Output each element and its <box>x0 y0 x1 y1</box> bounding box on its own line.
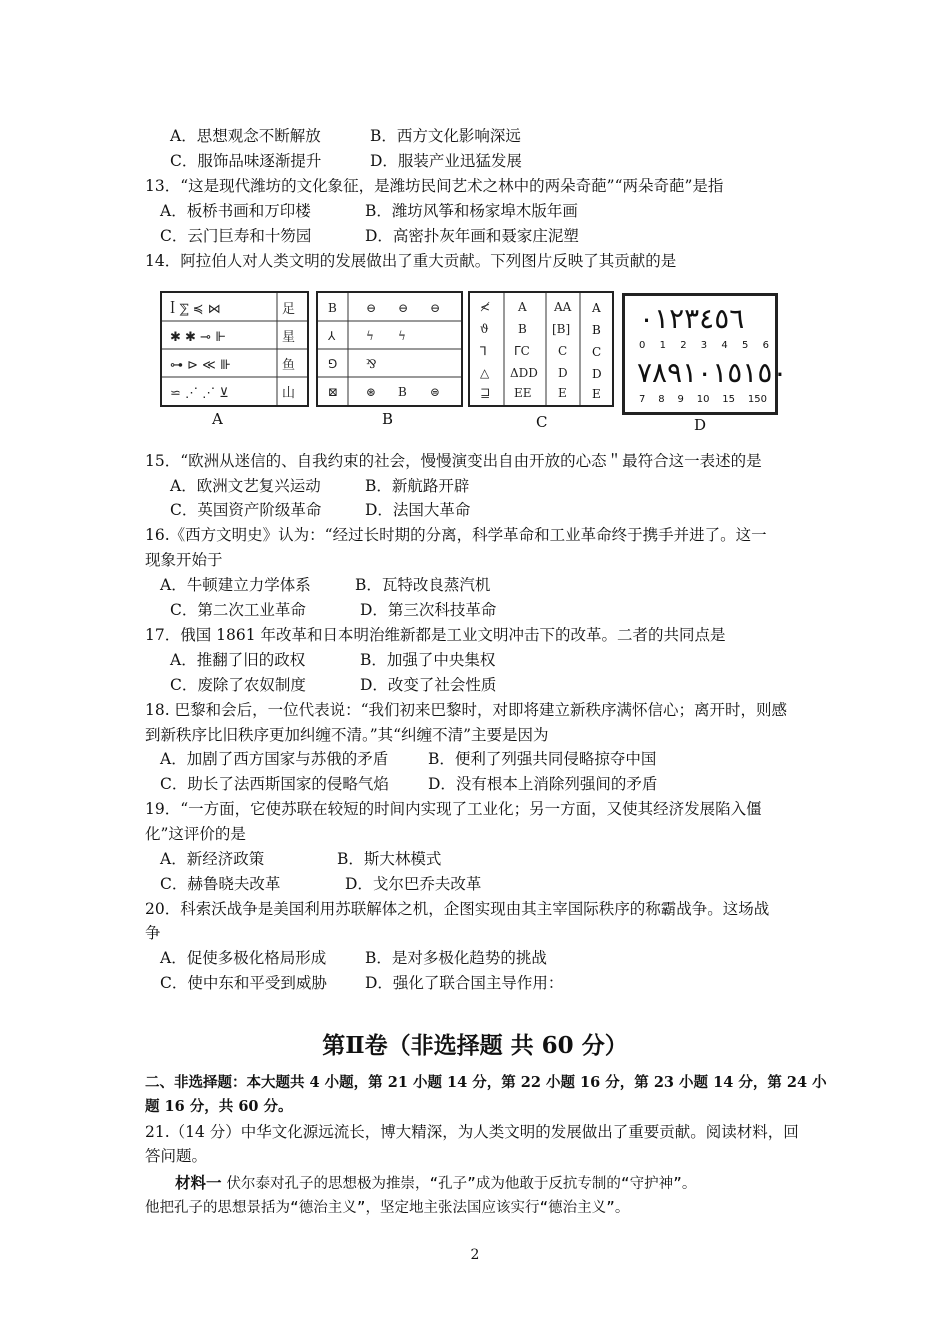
q18-option-c: C．助长了法西斯国家的侵略气焰 <box>160 775 389 793</box>
num-3: 3 <box>700 340 708 351</box>
q20-option-d: D．强化了联合国主导作用： <box>365 974 564 992</box>
svg-text:C: C <box>558 344 568 358</box>
svg-text:⅂: ⅂ <box>480 344 487 358</box>
svg-text:⅄: ⅄ <box>328 329 336 343</box>
q14-figure-panel-b <box>316 291 463 407</box>
q17-stem: 17．俄国 1861 年改革和日本明治维新都是工业文明冲击下的改革。二者的共同点是 <box>145 626 726 644</box>
svg-text:ϟ: ϟ <box>366 329 374 343</box>
q16-option-c: C．第二次工业革命 <box>170 601 306 619</box>
q12-option-c: C．服饰品味逐渐提升 <box>170 152 322 170</box>
material1-text: 伏尔泰对孔子的思想极为推崇，“孔子”成为他敢于反抗专制的“守护神”。 <box>226 1176 697 1192</box>
svg-text:✱ ✱ ⊸ ⊩: ✱ ✱ ⊸ ⊩ <box>170 330 227 345</box>
svg-text:⊒: ⊒ <box>480 386 491 400</box>
section2-instructions-line2: 题 16 分，共 60 分。 <box>145 1098 293 1115</box>
panel-c-letter-b: B <box>592 323 601 337</box>
svg-text:D: D <box>558 366 568 380</box>
q20-stem-line2: 争 <box>145 924 161 942</box>
q20-stem-line1: 20．科索沃战争是美国利用苏联解体之机，企图实现由其主宰国际秩序的称霸战争。这场战 <box>145 900 770 918</box>
panel-d-top-numbers <box>639 340 769 351</box>
q18-option-d: D．没有根本上消除列强间的矛盾 <box>428 775 658 793</box>
q14-figure-panel-c <box>468 291 614 407</box>
svg-text:⅁: ⅁ <box>328 357 338 371</box>
q14-stem: 14．阿拉伯人对人类文明的发展做出了重大贡献。下列图片反映了其贡献的是 <box>145 252 677 270</box>
num-0: 0 <box>639 340 646 351</box>
q15-option-c: C．英国资产阶级革命 <box>170 501 322 519</box>
q20-option-b: B．是对多极化趋势的挑战 <box>365 949 547 967</box>
svg-text:足: 足 <box>282 302 296 317</box>
num-7: 7 <box>639 394 646 405</box>
q21-stem-line1: 21.（14 分）中华文化源远流长，博大精深，为人类文明的发展做出了重要贡献。阅读材料，回 <box>145 1123 799 1141</box>
q19-option-d: D．戈尔巴乔夫改革 <box>345 875 482 893</box>
svg-text:[B]: [B] <box>552 322 571 336</box>
q20-option-a: A．促使多极化格局形成 <box>160 949 327 967</box>
panel-d-bottom-numbers <box>639 394 767 405</box>
panel-c-letter-e: E <box>592 387 601 401</box>
section2-title: 第Ⅱ卷（非选择题 共 60 分） <box>322 1032 628 1059</box>
q16-stem-line2: 现象开始于 <box>145 551 223 569</box>
svg-text:星: 星 <box>282 330 296 345</box>
svg-text:ΔDD: ΔDD <box>510 366 538 380</box>
q16-option-b: B．瓦特改良蒸汽机 <box>355 576 491 594</box>
alphabet-evolution-image <box>470 293 612 405</box>
q18-option-a: A．加剧了西方国家与苏俄的矛盾 <box>160 750 389 768</box>
q16-option-a: A．牛顿建立力学体系 <box>160 576 311 594</box>
q14-figure-label-b: B <box>382 410 394 428</box>
arabic-numerals-top: ٠١٢٣٤٥٦ <box>639 302 745 335</box>
num-4: 4 <box>721 340 728 351</box>
q16-option-d: D．第三次科技革命 <box>360 601 497 619</box>
panel-c-letter-c: C <box>592 345 602 359</box>
q17-option-b: B．加强了中央集权 <box>360 651 496 669</box>
svg-text:B: B <box>398 385 407 399</box>
q19-option-b: B．斯大林模式 <box>337 850 442 868</box>
q14-figure-panel-a <box>160 291 309 407</box>
q15-option-d: D．法国大革命 <box>365 501 471 519</box>
q20-option-c: C．使中东和平受到威胁 <box>160 974 327 992</box>
panel-c-letter-d: D <box>592 367 602 381</box>
num-2: 2 <box>680 340 687 351</box>
q14-figure-label-d: D <box>694 416 707 434</box>
num-6: 6 <box>762 340 769 351</box>
page-number: 2 <box>470 1247 480 1263</box>
q19-stem-line2: 化”这评价的是 <box>145 825 246 843</box>
section2-instructions-line1: 二、非选择题：本大题共 4 小题，第 21 小题 14 分，第 22 小题 16 分，第 23 小题 14 分，第 24 小 <box>145 1074 827 1091</box>
q12-option-a: A．思想观念不断解放 <box>170 127 321 145</box>
svg-text:B: B <box>518 322 527 336</box>
num-15: 15 <box>722 394 736 405</box>
q21-material1-line2: 他把孔子的思想景括为“德治主义”，坚定地主张法国应该实行“德治主义”。 <box>145 1200 630 1216</box>
svg-text:EE: EE <box>514 386 532 400</box>
svg-text:ᒥC: ᒥC <box>514 344 530 358</box>
q14-figure-label-c: C <box>536 413 548 431</box>
svg-text:⅋: ⅋ <box>366 357 377 371</box>
q16-stem-line1: 16.《西方文明史》认为：“经过长时期的分离，科学革命和工业革命终于携手并进了。这一 <box>145 526 767 544</box>
q18-stem-line2: 到新秩序比旧秩序更加纠缠不清。”其“纠缠不清”主要是因为 <box>145 726 549 744</box>
q21-stem-line2: 答问题。 <box>145 1147 208 1165</box>
q12-option-b: B．西方文化影响深远 <box>370 127 521 145</box>
q12-option-d: D．服装产业迅猛发展 <box>370 152 522 170</box>
q13-option-a: A．板桥书画和万印楼 <box>160 202 311 220</box>
num-8: 8 <box>658 394 665 405</box>
q19-stem-line1: 19．“一方面，它使苏联在较短的时间内实现了工业化；另一方面，又使其经济发展陷入僵 <box>145 800 762 818</box>
svg-text:⊖: ⊖ <box>430 301 441 315</box>
svg-text:ꟾ ⅀ ≼ ⋈: ꟾ ⅀ ≼ ⋈ <box>170 302 221 317</box>
arabic-numerals-bottom: ٧٨٩١٠١٥١٥٠ <box>637 356 788 389</box>
svg-text:⊖: ⊖ <box>398 301 409 315</box>
svg-text:鱼: 鱼 <box>282 358 296 373</box>
svg-text:⊛: ⊛ <box>366 385 377 399</box>
num-150: 150 <box>747 394 767 405</box>
q15-option-a: A．欧洲文艺复兴运动 <box>170 477 321 495</box>
svg-text:B: B <box>328 301 337 315</box>
svg-text:⊶ ⊳ ≪ ⊪: ⊶ ⊳ ≪ ⊪ <box>170 358 232 373</box>
q14-figure-panel-d <box>622 293 788 415</box>
q17-option-c: C．废除了农奴制度 <box>170 676 306 694</box>
svg-text:⊜: ⊜ <box>430 385 441 399</box>
q17-option-d: D．改变了社会性质 <box>360 676 497 694</box>
svg-text:⊖: ⊖ <box>366 301 377 315</box>
q13-stem: 13．“这是现代潍坊的文化象征，是潍坊民间艺术之林中的两朵奇葩”“两朵奇葩”是指 <box>145 177 724 195</box>
svg-text:ϟ: ϟ <box>398 329 406 343</box>
svg-text:E: E <box>558 386 567 400</box>
num-9: 9 <box>677 394 684 405</box>
q13-option-b: B．潍坊风筝和杨家埠木版年画 <box>365 202 578 220</box>
svg-text:ϑ: ϑ <box>480 322 489 336</box>
svg-text:△: △ <box>480 366 490 380</box>
q15-stem: 15．“欧洲从迷信的、自我约束的社会，慢慢演变出自由开放的心态＂最符合这一表述的是 <box>145 452 762 470</box>
q21-material1-line1 <box>175 1173 696 1194</box>
hieroglyph-table-image <box>318 293 461 405</box>
q19-option-a: A．新经济政策 <box>160 850 265 868</box>
num-5: 5 <box>741 340 749 351</box>
q18-stem-line1: 18. 巴黎和会后，一位代表说：“我们初来巴黎时，对即将建立新秩序满怀信心；离开时，则感 <box>145 701 788 719</box>
q14-figure-label-a: A <box>212 410 223 428</box>
svg-text:AA: AA <box>554 300 572 314</box>
num-10: 10 <box>696 394 710 405</box>
q13-option-d: D．高密扑灰年画和聂家庄泥塑 <box>365 227 579 245</box>
svg-text:≮: ≮ <box>480 300 491 314</box>
svg-text:山: 山 <box>282 386 296 401</box>
svg-text:⊠: ⊠ <box>328 385 339 399</box>
num-1: 1 <box>659 340 666 351</box>
svg-text:⋍ ⋰ ⋰ ⊻: ⋍ ⋰ ⋰ ⊻ <box>170 386 229 401</box>
cuneiform-table-image <box>162 293 307 405</box>
q19-option-c: C．赫鲁晓夫改革 <box>160 875 281 893</box>
q15-option-b: B．新航路开辟 <box>365 477 470 495</box>
q17-option-a: A．推翻了旧的政权 <box>170 651 306 669</box>
panel-c-letter-a: A <box>592 301 601 315</box>
q18-option-b: B．便利了列强共同侵略掠夺中国 <box>428 750 657 768</box>
q13-option-c: C．云门巨寿和十笏园 <box>160 227 312 245</box>
material-label: 材料一 <box>175 1173 222 1192</box>
svg-text:A: A <box>518 300 527 314</box>
